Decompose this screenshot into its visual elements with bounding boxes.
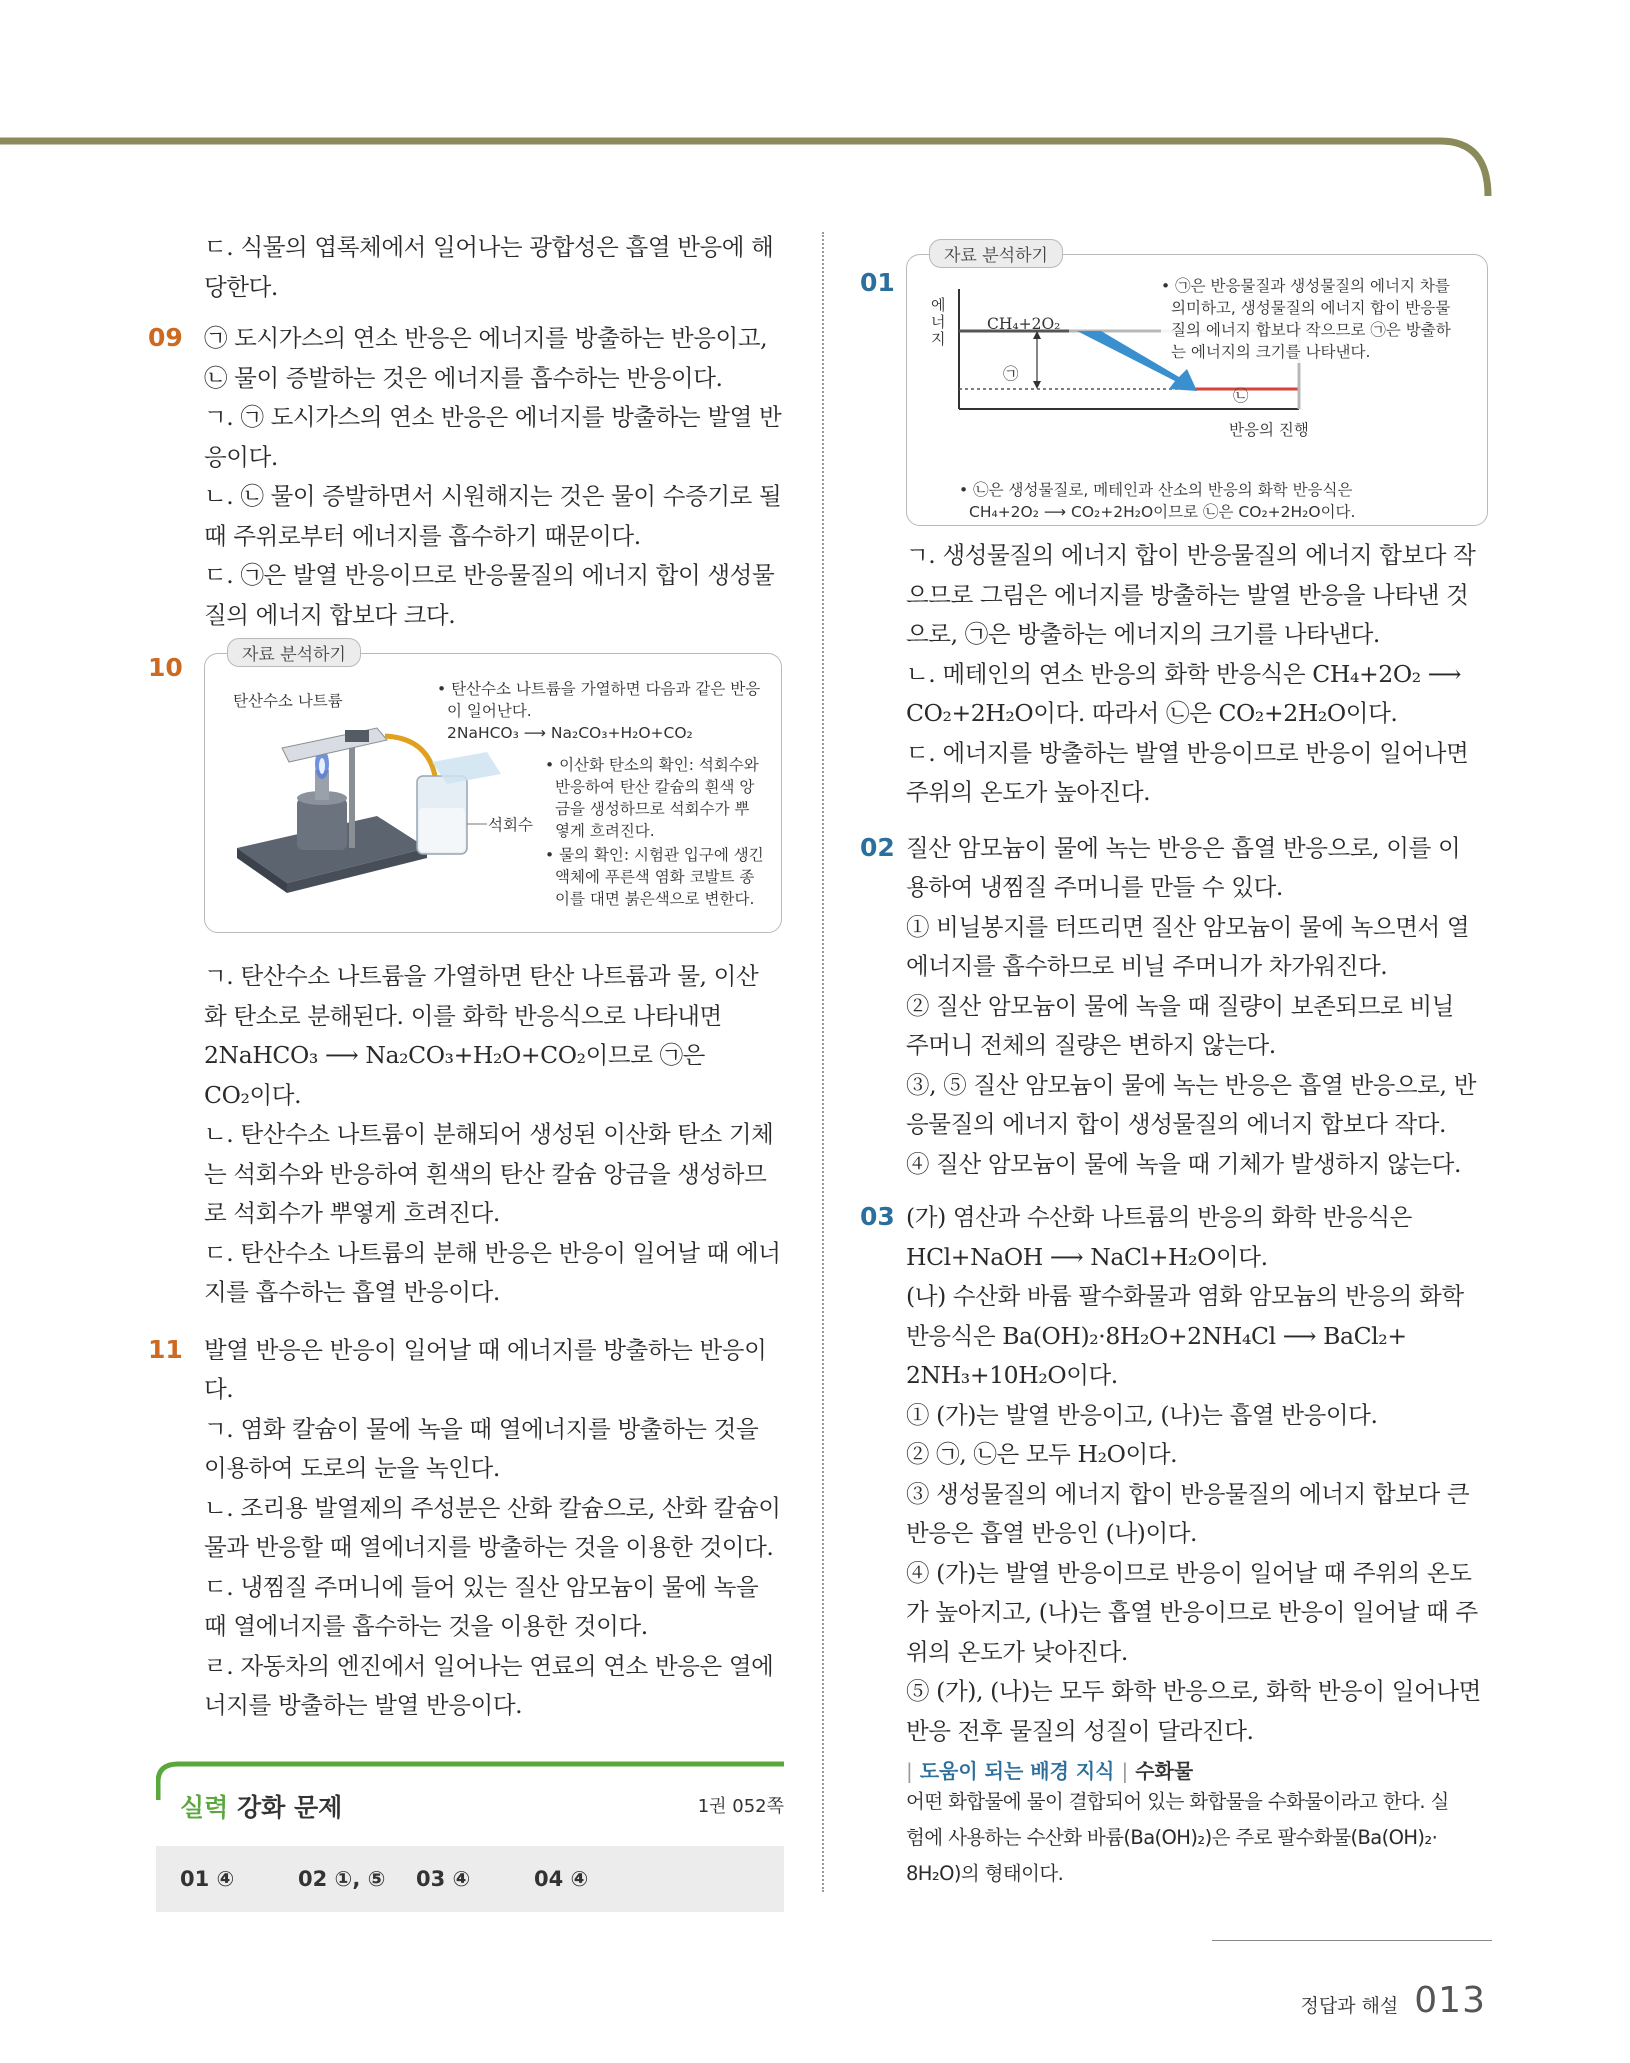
text-line: ④ 질산 암모늄이 물에 녹을 때 기체가 발생하지 않는다. [906, 1149, 1462, 1178]
note-line: 옇게 흐려진다. [555, 822, 655, 840]
text-line: 발열 반응은 반응이 일어날 때 에너지를 방출하는 반응이다. [204, 1335, 767, 1403]
box-tab: 자료 분석하기 [929, 239, 1063, 268]
note-line: • 탄산수소 나트륨을 가열하면 다음과 같은 반응 [437, 680, 761, 698]
text-line: ㄴ. 탄산수소 나트륨이 분해되어 생성된 이산화 탄소 기체 [204, 1120, 774, 1148]
text-line: 화 탄소로 분해된다. 이를 화학 반응식으로 나타내면 [204, 1001, 722, 1030]
right-column [862, 228, 1490, 1892]
text-line: 주머니 전체의 질량은 변하지 않는다. [906, 1031, 1276, 1059]
text-line: ㄷ. 탄산수소 나트륨의 분해 반응은 반응이 일어날 때 에너 [204, 1238, 781, 1267]
text-line: CO₂이다. [204, 1080, 302, 1109]
answer-item: 03 ④ [416, 1867, 471, 1891]
note-line: • ㉠은 반응물질과 생성물질의 에너지 차를 [1161, 277, 1450, 295]
background-knowledge-body [862, 1784, 1490, 1892]
text-line: ② 질산 암모늄이 물에 녹을 때 질량이 보존되므로 비닐 [906, 991, 1454, 1020]
text-line: 어떤 화합물에 물이 결합되어 있는 화합물을 수화물이라고 한다. 실 [906, 1790, 1449, 1813]
note-equation: 2NaHCO₃ ⟶ Na₂CO₃+H₂O+CO₂ [447, 724, 693, 742]
text-line: 가 높아지고, (나)는 흡열 반응이므로 반응이 일어날 때 주 [906, 1598, 1478, 1626]
question-number: 03 [860, 1202, 895, 1231]
note-line: 이 일어난다. [447, 702, 532, 720]
practice-reference: 1권 052쪽 [697, 1796, 784, 1817]
answer-text [150, 957, 784, 1313]
text-line: CO₂+2H₂O이다. 따라서 ㉡은 CO₂+2H₂O이다. [906, 699, 1398, 727]
text-line: 응이다. [204, 442, 278, 471]
text-line: ㄹ. 자동차의 엔진에서 일어나는 연료의 연소 반응은 열에 [204, 1651, 774, 1680]
y-axis-label: 에너지 [931, 296, 946, 348]
text-line: ㄴ. 메테인의 연소 반응의 화학 반응식은 CH₄+2O₂ ⟶ [906, 659, 1462, 688]
text-line: 지를 흡수하는 흡열 반응이다. [204, 1278, 500, 1306]
text-line: ㉠ 도시가스의 연소 반응은 에너지를 방출하는 반응이고, [204, 324, 768, 352]
question-number: 01 [860, 268, 895, 297]
text-line: 응물질의 에너지 합이 생성물질의 에너지 합보다 작다. [906, 1110, 1447, 1138]
text-line: 반응식은 Ba(OH)₂·8H₂O+2NH₄Cl ⟶ BaCl₂+ [906, 1321, 1407, 1350]
question-01 [860, 246, 1490, 813]
note-line: 질의 에너지 합보다 작으므로 ㉠은 방출하 [1171, 321, 1451, 339]
practice-answers-box [156, 1760, 784, 1912]
limewater-label: 석회수 [488, 816, 533, 834]
question-08-tail [150, 228, 784, 307]
text-line: ㄴ. ㉡ 물이 증발하면서 시원해지는 것은 물이 수증기로 될 [204, 482, 782, 510]
question-number: 11 [148, 1334, 183, 1364]
question-09 [150, 319, 784, 635]
text-line: ③, ⑤ 질산 암모늄이 물에 녹는 반응은 흡열 반응으로, 반 [906, 1070, 1476, 1099]
text-line: 으므로 그림은 에너지를 방출하는 발열 반응을 나타낸 것 [906, 580, 1469, 609]
question-number: 09 [148, 323, 183, 352]
text-line: 에너지를 흡수하므로 비닐 주머니가 차가워진다. [906, 952, 1388, 980]
apparatus-label: 탄산수소 나트륨 [233, 692, 343, 710]
text-line: ㄷ. 식물의 엽록체에서 일어나는 광합성은 흡열 반응에 해 [204, 233, 774, 261]
answer-item: 02 ①, ⑤ [298, 1867, 386, 1891]
practice-title: 강화 문제 [228, 1793, 343, 1822]
text-line: HCl+NaOH ⟶ NaCl+H₂O이다. [906, 1242, 1268, 1271]
text-line: 위의 온도가 낮아진다. [906, 1637, 1128, 1666]
text-line: ① 비닐봉지를 터뜨리면 질산 암모늄이 물에 녹으면서 열 [906, 912, 1470, 941]
footer-label: 정답과 해설 [1300, 1995, 1399, 2017]
note-line: 의미하고, 생성물질의 에너지 합이 반응물 [1171, 299, 1451, 317]
text-line: ㄱ. ㉠ 도시가스의 연소 반응은 에너지를 방출하는 발열 반 [204, 403, 782, 431]
text-line: 당한다. [204, 272, 278, 301]
text-line: 때 주위로부터 에너지를 흡수하기 때문이다. [204, 521, 641, 550]
text-line: 반응은 흡열 반응인 (나)이다. [906, 1519, 1198, 1547]
text-line: ㄷ. ㉠은 발열 반응이므로 반응물질의 에너지 합이 생성물 [204, 561, 775, 589]
product-mark: ㉡ [1233, 387, 1249, 405]
text-line: ⑤ (가), (나)는 모두 화학 반응으로, 화학 반응이 일어나면 [906, 1677, 1481, 1705]
question-11 [150, 1331, 784, 1726]
text-line: ④ (가)는 발열 반응이므로 반응이 일어날 때 주위의 온도 [906, 1558, 1472, 1587]
header-rule [0, 0, 1630, 200]
text-line: ㄱ. 탄산수소 나트륨을 가열하면 탄산 나트륨과 물, 이산 [204, 962, 759, 990]
question-10 [148, 645, 784, 1313]
background-knowledge-topic: 수화물 [1135, 1759, 1194, 1783]
background-knowledge-heading: | 도움이 되는 배경 지식 | 수화물 [906, 1759, 1194, 1783]
note-energy-difference [1161, 275, 1481, 363]
note-line: 이를 대면 붉은색으로 변한다. [555, 890, 755, 908]
text-line: ㄷ. 에너지를 방출하는 발열 반응이므로 반응이 일어나면 [906, 738, 1469, 767]
text-line: (가) 염산과 수산화 나트륨의 반응의 화학 반응식은 [906, 1203, 1412, 1231]
note-line: CH₄+2O₂ ⟶ CO₂+2H₂O이므로 ㉡은 CO₂+2H₂O이다. [969, 503, 1356, 521]
text-line: 2NH₃+10H₂O이다. [906, 1361, 1118, 1389]
page-footer [1300, 1980, 1486, 2021]
question-02 [862, 829, 1490, 1185]
text-line: 8H₂O)의 형태이다. [906, 1862, 1064, 1885]
text-line: 로 석회수가 뿌옇게 흐려진다. [204, 1199, 500, 1227]
note-line: 금을 생성하므로 석회수가 뿌 [555, 800, 750, 818]
text-line: 질의 에너지 합보다 크다. [204, 600, 456, 629]
text-line: ㄱ. 염화 칼슘이 물에 녹을 때 열에너지를 방출하는 것을 [204, 1414, 759, 1443]
answer-item: 04 ④ [534, 1867, 589, 1891]
text-line: 2NaHCO₃ ⟶ Na₂CO₃+H₂O+CO₂이므로 ㉠은 [204, 1041, 705, 1069]
text-line: 험에 사용하는 수산화 바륨(Ba(OH)₂)은 주로 팔수화물(Ba(OH)₂· [906, 1826, 1438, 1849]
practice-title-accent: 실력 [180, 1793, 229, 1822]
text-line: ㄷ. 냉찜질 주머니에 들어 있는 질산 암모늄이 물에 녹을 [204, 1572, 759, 1601]
note-line: 액체에 푸른색 염화 코발트 종 [555, 868, 755, 886]
data-analysis-box [906, 246, 1488, 526]
text-line: 는 석회수와 반응하여 흰색의 탄산 칼슘 앙금을 생성하므 [204, 1159, 767, 1188]
text-line: (나) 수산화 바륨 팔수화물과 염화 암모늄의 반응의 화학 [906, 1282, 1464, 1310]
note-line: 반응하여 탄산 칼슘의 흰색 앙 [555, 778, 755, 796]
footer-rule [1212, 1940, 1492, 1941]
question-number: 10 [148, 653, 183, 682]
text-line: ㄱ. 생성물질의 에너지 합이 반응물질의 에너지 합보다 작 [906, 541, 1476, 569]
note-co2 [545, 754, 775, 842]
left-column [148, 228, 784, 1891]
note-water [545, 844, 775, 910]
question-03 [862, 1198, 1490, 1892]
note-line: 는 에너지의 크기를 나타낸다. [1171, 343, 1371, 361]
reactant-label: CH₄+2O₂ [987, 315, 1061, 333]
page-number: 013 [1414, 1980, 1486, 2021]
text-line: ㄴ. 조리용 발열제의 주성분은 산화 칼슘으로, 산화 칼슘이 [204, 1493, 781, 1522]
practice-answer-row [156, 1846, 784, 1912]
text-line: 물과 반응할 때 열에너지를 방출하는 것을 이용한 것이다. [204, 1533, 774, 1561]
text-line: ㉡ 물이 증발하는 것은 에너지를 흡수하는 반응이다. [204, 363, 723, 392]
text-line: ① (가)는 발열 반응이고, (나)는 흡열 반응이다. [906, 1400, 1378, 1429]
x-axis-label: 반응의 진행 [1229, 421, 1309, 439]
note-line: • ㉡은 생성물질로, 메테인과 산소의 반응의 화학 반응식은 [959, 481, 1353, 499]
text-line: ③ 생성물질의 에너지 합이 반응물질의 에너지 합보다 큰 [906, 1479, 1470, 1508]
question-number: 02 [860, 832, 895, 862]
background-knowledge-title: 도움이 되는 배경 지식 [919, 1759, 1115, 1783]
text-line: 너지를 방출하는 발열 반응이다. [204, 1691, 523, 1719]
text-line: 반응 전후 물질의 성질이 달라진다. [906, 1716, 1254, 1745]
data-analysis-box [204, 645, 782, 933]
box-tab: 자료 분석하기 [227, 638, 361, 667]
note-product [959, 479, 1479, 523]
note-reaction [437, 678, 767, 744]
answer-item: 01 ④ [180, 1867, 235, 1891]
text-line: 이용하여 도로의 눈을 녹인다. [204, 1454, 500, 1482]
text-line: 용하여 냉찜질 주머니를 만들 수 있다. [906, 873, 1283, 901]
column-divider [822, 232, 824, 1892]
text-line: 때 열에너지를 흡수하는 것을 이용한 것이다. [204, 1612, 648, 1640]
energy-difference-mark: ㉠ [1003, 365, 1019, 383]
answer-text [862, 536, 1490, 813]
text-line: 질산 암모늄이 물에 녹는 반응은 흡열 반응으로, 이를 이 [906, 833, 1461, 862]
text-line: 주위의 온도가 높아진다. [906, 778, 1151, 806]
note-line: • 물의 확인: 시험관 입구에 생긴 [545, 846, 764, 864]
text-line: ② ㉠, ㉡은 모두 H₂O이다. [906, 1440, 1178, 1468]
note-line: • 이산화 탄소의 확인: 석회수와 [545, 756, 759, 774]
text-line: 으로, ㉠은 방출하는 에너지의 크기를 나타낸다. [906, 620, 1381, 648]
